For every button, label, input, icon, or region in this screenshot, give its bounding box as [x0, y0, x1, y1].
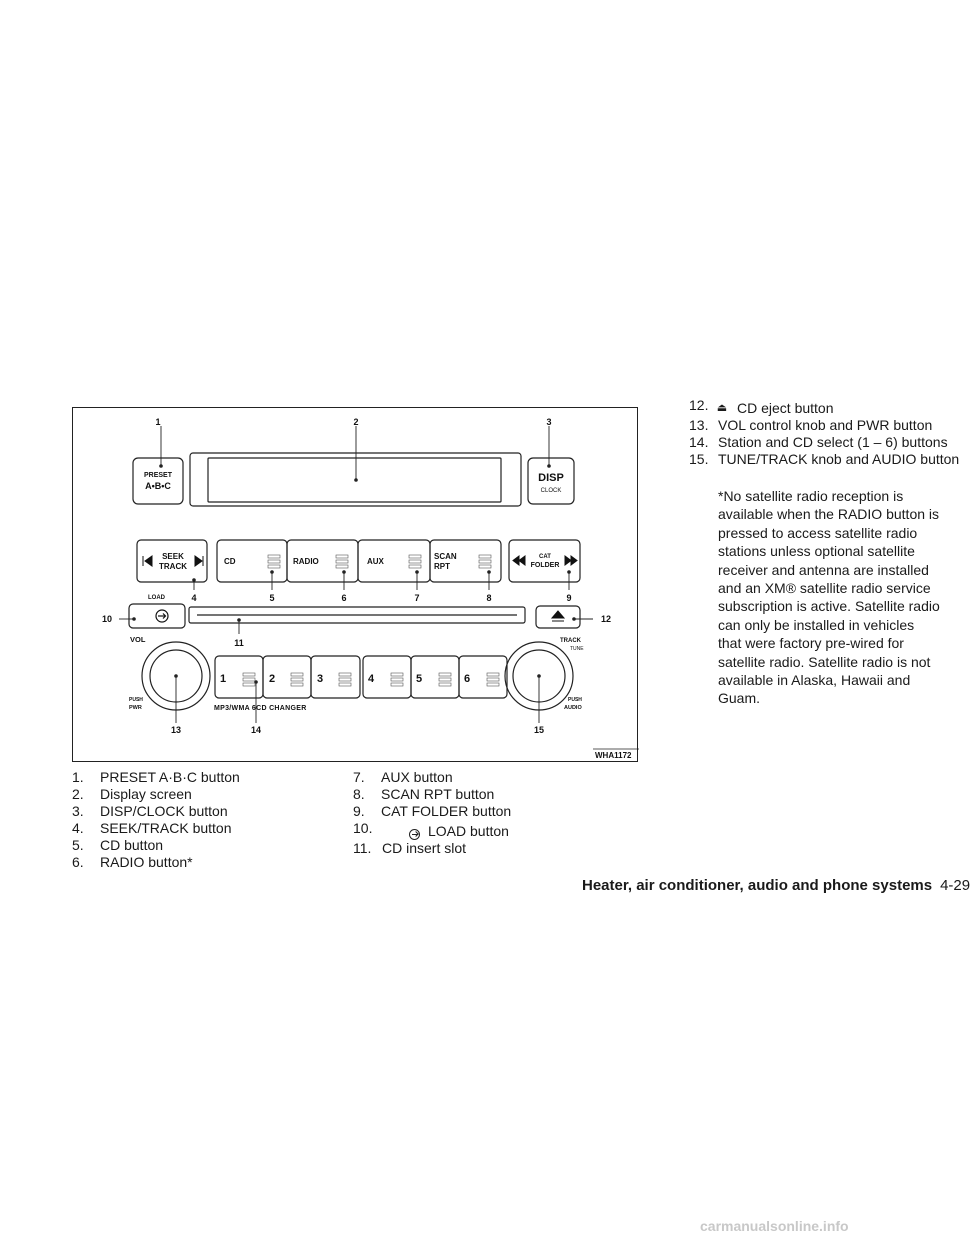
aux-label: AUX	[367, 557, 384, 566]
push-pwr-top: PUSH	[129, 697, 143, 703]
legend-item: 13. VOL control knob and PWR button	[689, 417, 933, 433]
rewind-icon	[513, 556, 519, 565]
preset-3-label: 3	[317, 673, 324, 685]
preset-6-label: 6	[464, 673, 471, 685]
page-number: 4-29	[940, 877, 970, 894]
scan-label-top: SCAN	[434, 552, 457, 561]
eject-icon	[552, 611, 564, 618]
cd-label: CD	[224, 557, 236, 566]
preset-2-label: 2	[269, 673, 276, 685]
preset-label-top: PRESET	[143, 472, 173, 479]
seek-label-top: SEEK	[162, 552, 184, 561]
legend-item: 4. SEEK/TRACK button	[72, 820, 232, 836]
legend-middle	[353, 769, 511, 857]
page-footer	[582, 877, 970, 894]
callout-1: 1	[155, 417, 161, 427]
load-button-shape	[129, 604, 185, 628]
preset-4-label: 4	[368, 673, 375, 685]
push-audio-bottom: AUDIO	[564, 705, 582, 711]
callout-10: 10	[102, 614, 113, 624]
eject-icon: ⏏	[716, 402, 728, 414]
callout-6: 6	[341, 593, 347, 603]
callout-8: 8	[486, 593, 492, 603]
skip-forward-arrow-icon	[195, 556, 202, 566]
legend-item: 9. CAT FOLDER button	[353, 803, 512, 819]
legend-right	[689, 397, 959, 468]
vol-label: VOL	[130, 635, 146, 644]
disp-label-bottom: CLOCK	[540, 488, 562, 494]
skip-back-arrow-icon	[145, 556, 152, 566]
watermark: carmanualsonline.info	[700, 1218, 849, 1234]
preset-5-label: 5	[416, 673, 423, 685]
callout-5: 5	[269, 593, 275, 603]
seek-label-bottom: TRACK	[159, 562, 187, 571]
satellite-radio-note: *No satellite radio reception is available when the RADIO button is pressed to access satellite radio stations unless optional satellite receiver and antenna are installed and an XM® satellite radio service subscription is active. Satellite radio can only be installed in vehicles that were factory pre-wired for satellite radio. Satellite radio is not available in Alaska, Hawaii and Guam.	[718, 488, 940, 707]
push-pwr-bottom: PWR	[129, 705, 142, 711]
fast-forward-icon	[565, 556, 571, 565]
cat-label-bottom: FOLDER	[530, 562, 560, 569]
section-title: Heater, air conditioner, audio and phone systems	[582, 877, 933, 894]
figure-code: WHA1172	[595, 751, 632, 760]
push-audio-top: PUSH	[568, 697, 582, 703]
indicator-marks	[243, 555, 499, 686]
preset-label-bottom: A•B•C	[145, 481, 171, 491]
callout-15: 15	[533, 725, 545, 735]
track-label-top: TRACK	[560, 638, 581, 644]
legend-item: 7. AUX button	[353, 769, 453, 785]
legend-item: 15. TUNE/TRACK knob and AUDIO button	[689, 451, 960, 467]
callout-3: 3	[546, 417, 552, 427]
legend-left	[72, 769, 240, 871]
disp-label-top: DISP	[538, 472, 564, 484]
scan-button-shape	[430, 540, 501, 582]
legend-item: 11. CD insert slot	[353, 840, 467, 856]
load-icon	[156, 610, 168, 622]
callout-7: 7	[414, 593, 420, 603]
legend-item: 10. LOAD button	[353, 820, 509, 839]
legend-item: 14. Station and CD select (1 – 6) buttons	[689, 434, 948, 450]
track-label-bottom: TUNE	[570, 646, 584, 652]
preset-1-label: 1	[220, 673, 227, 685]
radio-label: RADIO	[293, 557, 319, 566]
changer-label: MP3/WMA 6CD CHANGER	[214, 705, 307, 712]
callout-9: 9	[566, 593, 572, 603]
legend-item: 1. PRESET A·B·C button	[72, 769, 240, 785]
legend-item: 12. ⏏ CD eject button	[689, 397, 834, 416]
scan-label-bottom: RPT	[434, 562, 450, 571]
audio-unit-figure	[72, 407, 638, 762]
legend-item: 2. Display screen	[72, 786, 192, 802]
callout-13: 13	[170, 725, 182, 735]
audio-unit-diagram	[73, 408, 639, 763]
callout-2: 2	[353, 417, 359, 427]
callout-4: 4	[191, 593, 197, 603]
callout-11: 11	[234, 638, 244, 648]
cat-label-top: CAT	[539, 554, 551, 560]
load-icon	[409, 829, 420, 840]
callout-12: 12	[601, 614, 612, 624]
legend-item: 5. CD button	[72, 837, 164, 853]
legend-item: 6. RADIO button*	[72, 854, 193, 870]
legend-item: 8. SCAN RPT button	[353, 786, 495, 802]
callout-14: 14	[250, 725, 262, 735]
load-label: LOAD	[148, 595, 165, 601]
legend-item: 3. DISP/CLOCK button	[72, 803, 228, 819]
